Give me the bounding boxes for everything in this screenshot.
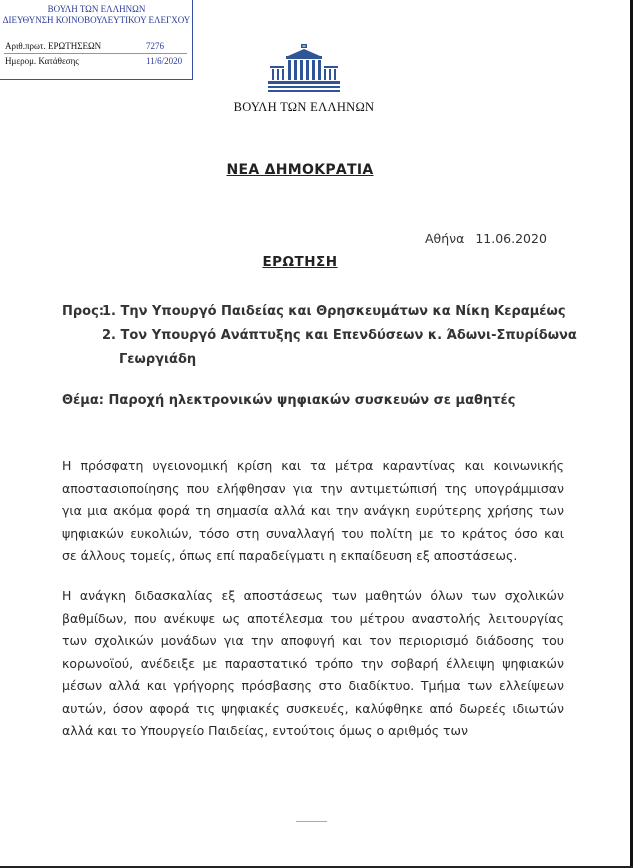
paragraph-line: κορωνοϊού, ανέδειξε με παραστατικό τρόπο την σοβαρή έλλειψη ψηφιακών	[62, 655, 564, 671]
paragraph-line: αλλά και το Υπουργείο Παιδείας, εντούτοις όμως ο αριθμός των	[62, 723, 469, 738]
document-date: 11.06.2020	[475, 231, 547, 246]
paragraph-line: μέσων αλλά και γρήγορης πρόσβασης στο διαδίκτυο. Τμήμα των ελλείψεων	[62, 678, 564, 693]
parliament-building-icon	[268, 44, 340, 94]
paragraph-line: Η ανάγκη διδασκαλίας εξ αποστάσεως των μαθητών όλων των σχολικών	[62, 588, 564, 603]
stamp-protocol-value: 7276	[146, 41, 164, 51]
paragraph-line: αυτών, όσον αφορά τις ψηφιακές συσκευές, καλύφθηκε από δωρεές ιδιωτών	[62, 700, 564, 716]
filing-stamp	[0, 0, 193, 80]
subject-line: Θέμα: Παροχή ηλεκτρονικών ψηφιακών συσκευών σε μαθητές	[62, 393, 516, 408]
place-date	[425, 231, 547, 246]
party-name: ΝΕΑ ΔΗΜΟΚΡΑΤΙΑ	[226, 162, 374, 178]
stamp-protocol-label: Αριθ.πρωτ. ΕΡΩΤΗΣΕΩΝ	[5, 41, 102, 51]
stamp-date-label: Ημερομ. Κατάθεσης	[5, 56, 79, 66]
document-title: ΕΡΩΤΗΣΗ	[262, 254, 338, 270]
recipient-2-continued: Γεωργιάδη	[119, 352, 197, 367]
body-paragraph-2	[62, 585, 564, 743]
parliament-name: ΒΟΥΛΗ ΤΩΝ ΕΛΛΗΝΩΝ	[233, 100, 375, 114]
paragraph-line: ψηφιακών ευκολιών, τόσο στη συναλλαγή του πολίτη με το κράτος όσο και	[62, 525, 564, 541]
paragraph-line: για μια ακόμα φορά τη σημασία αλλά και την ανάγκη ευρύτερης χρήσης των	[62, 503, 564, 518]
recipient-2: 2. Τον Υπουργό Ανάπτυξης και Επενδύσεων κ. Άδωνι-Σπυρίδωνα	[102, 328, 577, 343]
city: Αθήνα	[425, 231, 465, 246]
recipients-prefix: Προς:	[62, 304, 105, 319]
paragraph-line: βαθμίδων, που ανέκυψε ως αποτέλεσμα του μέτρου αναστολής λειτουργίας	[62, 610, 564, 626]
recipients	[62, 300, 577, 372]
recipient-1: 1. Την Υπουργό Παιδείας και Θρησκευμάτων κα Νίκη Κεραμέως	[102, 304, 566, 319]
stamp-org-line-2: ΔΙΕΥΘΥΝΣΗ ΚΟΙΝΟΒΟΥΛΕΥΤΙΚΟΥ ΕΛΕΓΧΟΥ	[2, 15, 191, 25]
paragraph-line: των σχολικών μονάδων για την αποφυγή και τον περιορισμό διάδοσης του	[62, 633, 564, 648]
body-paragraph-1	[62, 455, 564, 568]
page-footer-rule	[296, 821, 327, 822]
paragraph-line: σε άλλους τομείς, όπως επί παραδείγματι η εκπαίδευση εξ αποστάσεως.	[62, 548, 518, 563]
stamp-divider	[4, 53, 187, 54]
stamp-date-value: 11/6/2020	[146, 56, 183, 66]
stamp-org-line-1: ΒΟΥΛΗ ΤΩΝ ΕΛΛΗΝΩΝ	[47, 4, 146, 14]
paragraph-line: αποστασιοποίησης που ελήφθησαν για την αντιμετώπισή της υπογράμμισαν	[62, 480, 564, 496]
paragraph-line: Η πρόσφατη υγειονομική κρίση και τα μέτρα καραντίνας και κοινωνικής	[62, 458, 564, 473]
